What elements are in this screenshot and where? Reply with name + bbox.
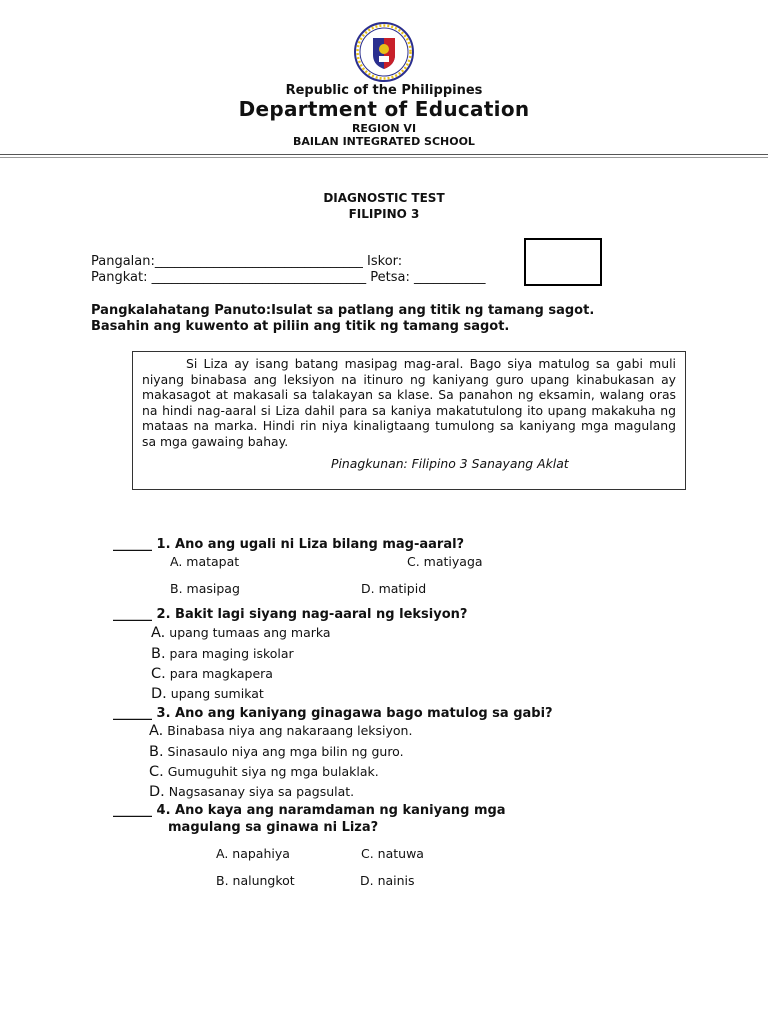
q2-option-a-letter: A. <box>151 625 166 641</box>
test-title: DIAGNOSTIC TEST <box>323 191 445 205</box>
header-school: BAILAN INTEGRATED SCHOOL <box>293 135 475 148</box>
question-4-text: 4. Ano kaya ang naramdaman ng kaniyang mga <box>152 803 506 818</box>
q3-option-d-text: Nagsasanay siya sa pagsulat. <box>168 784 355 799</box>
answer-blank-4[interactable]: ______ <box>113 803 152 818</box>
q3-option-d <box>149 784 354 800</box>
question-2 <box>113 607 467 622</box>
story-text: Si Liza ay isang batang masipag mag-aral. Bago siya matulog sa gabi muli niyang binabasa ang leksiyon na itinuro ng kaniyang guro upang kinabukasan ay makasagot at makasali sa talakayan sa klase. Sa panahon ng eksamin, walang oras na hindi nag-aaral si Liza dahil para sa kaniya makatutulong ito upang makakuha ng mataas na marka. Hindi rin niya kinaligtaang tumulong sa kaniyang mga magulang sa mga gawaing bahay. <box>142 356 676 449</box>
question-4-text-continued: magulang sa ginawa ni Liza? <box>168 820 379 835</box>
name-field-row <box>91 254 402 269</box>
q2-option-c-text: para magkapera <box>169 666 273 681</box>
header-divider-secondary <box>0 157 768 158</box>
q1-option-a: A. matapat <box>170 554 240 569</box>
question-1 <box>113 537 464 552</box>
answer-blank-3[interactable]: ______ <box>113 706 152 721</box>
group-label: Pangkat: <box>91 270 148 285</box>
q2-option-a <box>151 625 331 641</box>
q2-option-a-text: upang tumaas ang marka <box>169 625 331 640</box>
header-republic: Republic of the Philippines <box>285 83 483 98</box>
q2-option-c <box>151 666 273 682</box>
q4-option-c: C. natuwa <box>361 846 424 861</box>
answer-blank-1[interactable]: ______ <box>113 537 152 552</box>
q3-option-c <box>149 764 379 780</box>
q4-option-b: B. nalungkot <box>216 873 295 888</box>
q3-option-a-letter: A. <box>149 723 164 739</box>
q2-option-c-letter: C. <box>151 666 166 682</box>
question-2-text: 2. Bakit lagi siyang nag-aaral ng leksiyon? <box>152 607 468 622</box>
answer-blank-2[interactable]: ______ <box>113 607 152 622</box>
q2-option-b-text: para maging iskolar <box>169 646 294 661</box>
group-field-row <box>91 270 485 285</box>
q2-option-b <box>151 646 294 662</box>
q4-option-d: D. nainis <box>360 873 415 888</box>
q1-option-c: C. matiyaga <box>407 554 483 569</box>
name-blank[interactable]: ________________________________ <box>154 254 363 269</box>
header-divider <box>0 154 768 155</box>
q3-option-b-text: Sinasaulo niya ang mga bilin ng guro. <box>167 744 404 759</box>
q3-option-b <box>149 744 404 760</box>
question-4 <box>113 803 506 818</box>
instruction-line-2: Basahin ang kuwento at piliin ang titik ng tamang sagot. <box>91 319 510 334</box>
q2-option-d-letter: D. <box>151 686 167 702</box>
q3-option-a-text: Binabasa niya ang nakaraang leksiyon. <box>167 723 413 738</box>
q3-option-b-letter: B. <box>149 744 164 760</box>
test-subject: FILIPINO 3 <box>348 207 420 221</box>
story-source: Pinagkunan: Filipino 3 Sanayang Aklat <box>331 456 569 471</box>
date-label: Petsa: <box>370 270 410 285</box>
q1-option-b: B. masipag <box>170 581 240 596</box>
name-label: Pangalan: <box>91 254 155 269</box>
instruction-line-1: Pangkalahatang Panuto:Isulat sa patlang ang titik ng tamang sagot. <box>91 303 595 318</box>
question-3 <box>113 706 553 721</box>
header-region: REGION VI <box>351 122 417 135</box>
q2-option-d <box>151 686 264 702</box>
header-department: Department of Education <box>238 97 530 121</box>
q3-option-a <box>149 723 412 739</box>
q3-option-d-letter: D. <box>149 784 165 800</box>
score-label: Iskor: <box>367 254 403 269</box>
group-blank[interactable]: _________________________________ <box>151 270 367 285</box>
date-blank[interactable]: ___________ <box>413 270 486 285</box>
q2-option-d-text: upang sumikat <box>170 686 264 701</box>
q3-option-c-letter: C. <box>149 764 164 780</box>
question-1-text: 1. Ano ang ugali ni Liza bilang mag-aaral? <box>152 537 465 552</box>
q4-option-a: A. napahiya <box>216 846 290 861</box>
q3-option-c-text: Gumuguhit siya ng mga bulaklak. <box>167 764 379 779</box>
q2-option-b-letter: B. <box>151 646 166 662</box>
story-box <box>132 351 686 490</box>
score-box[interactable] <box>524 238 602 286</box>
question-3-text: 3. Ano ang kaniyang ginagawa bago matulog sa gabi? <box>152 706 553 721</box>
deped-seal-logo <box>349 22 419 82</box>
q1-option-d: D. matipid <box>361 581 427 596</box>
